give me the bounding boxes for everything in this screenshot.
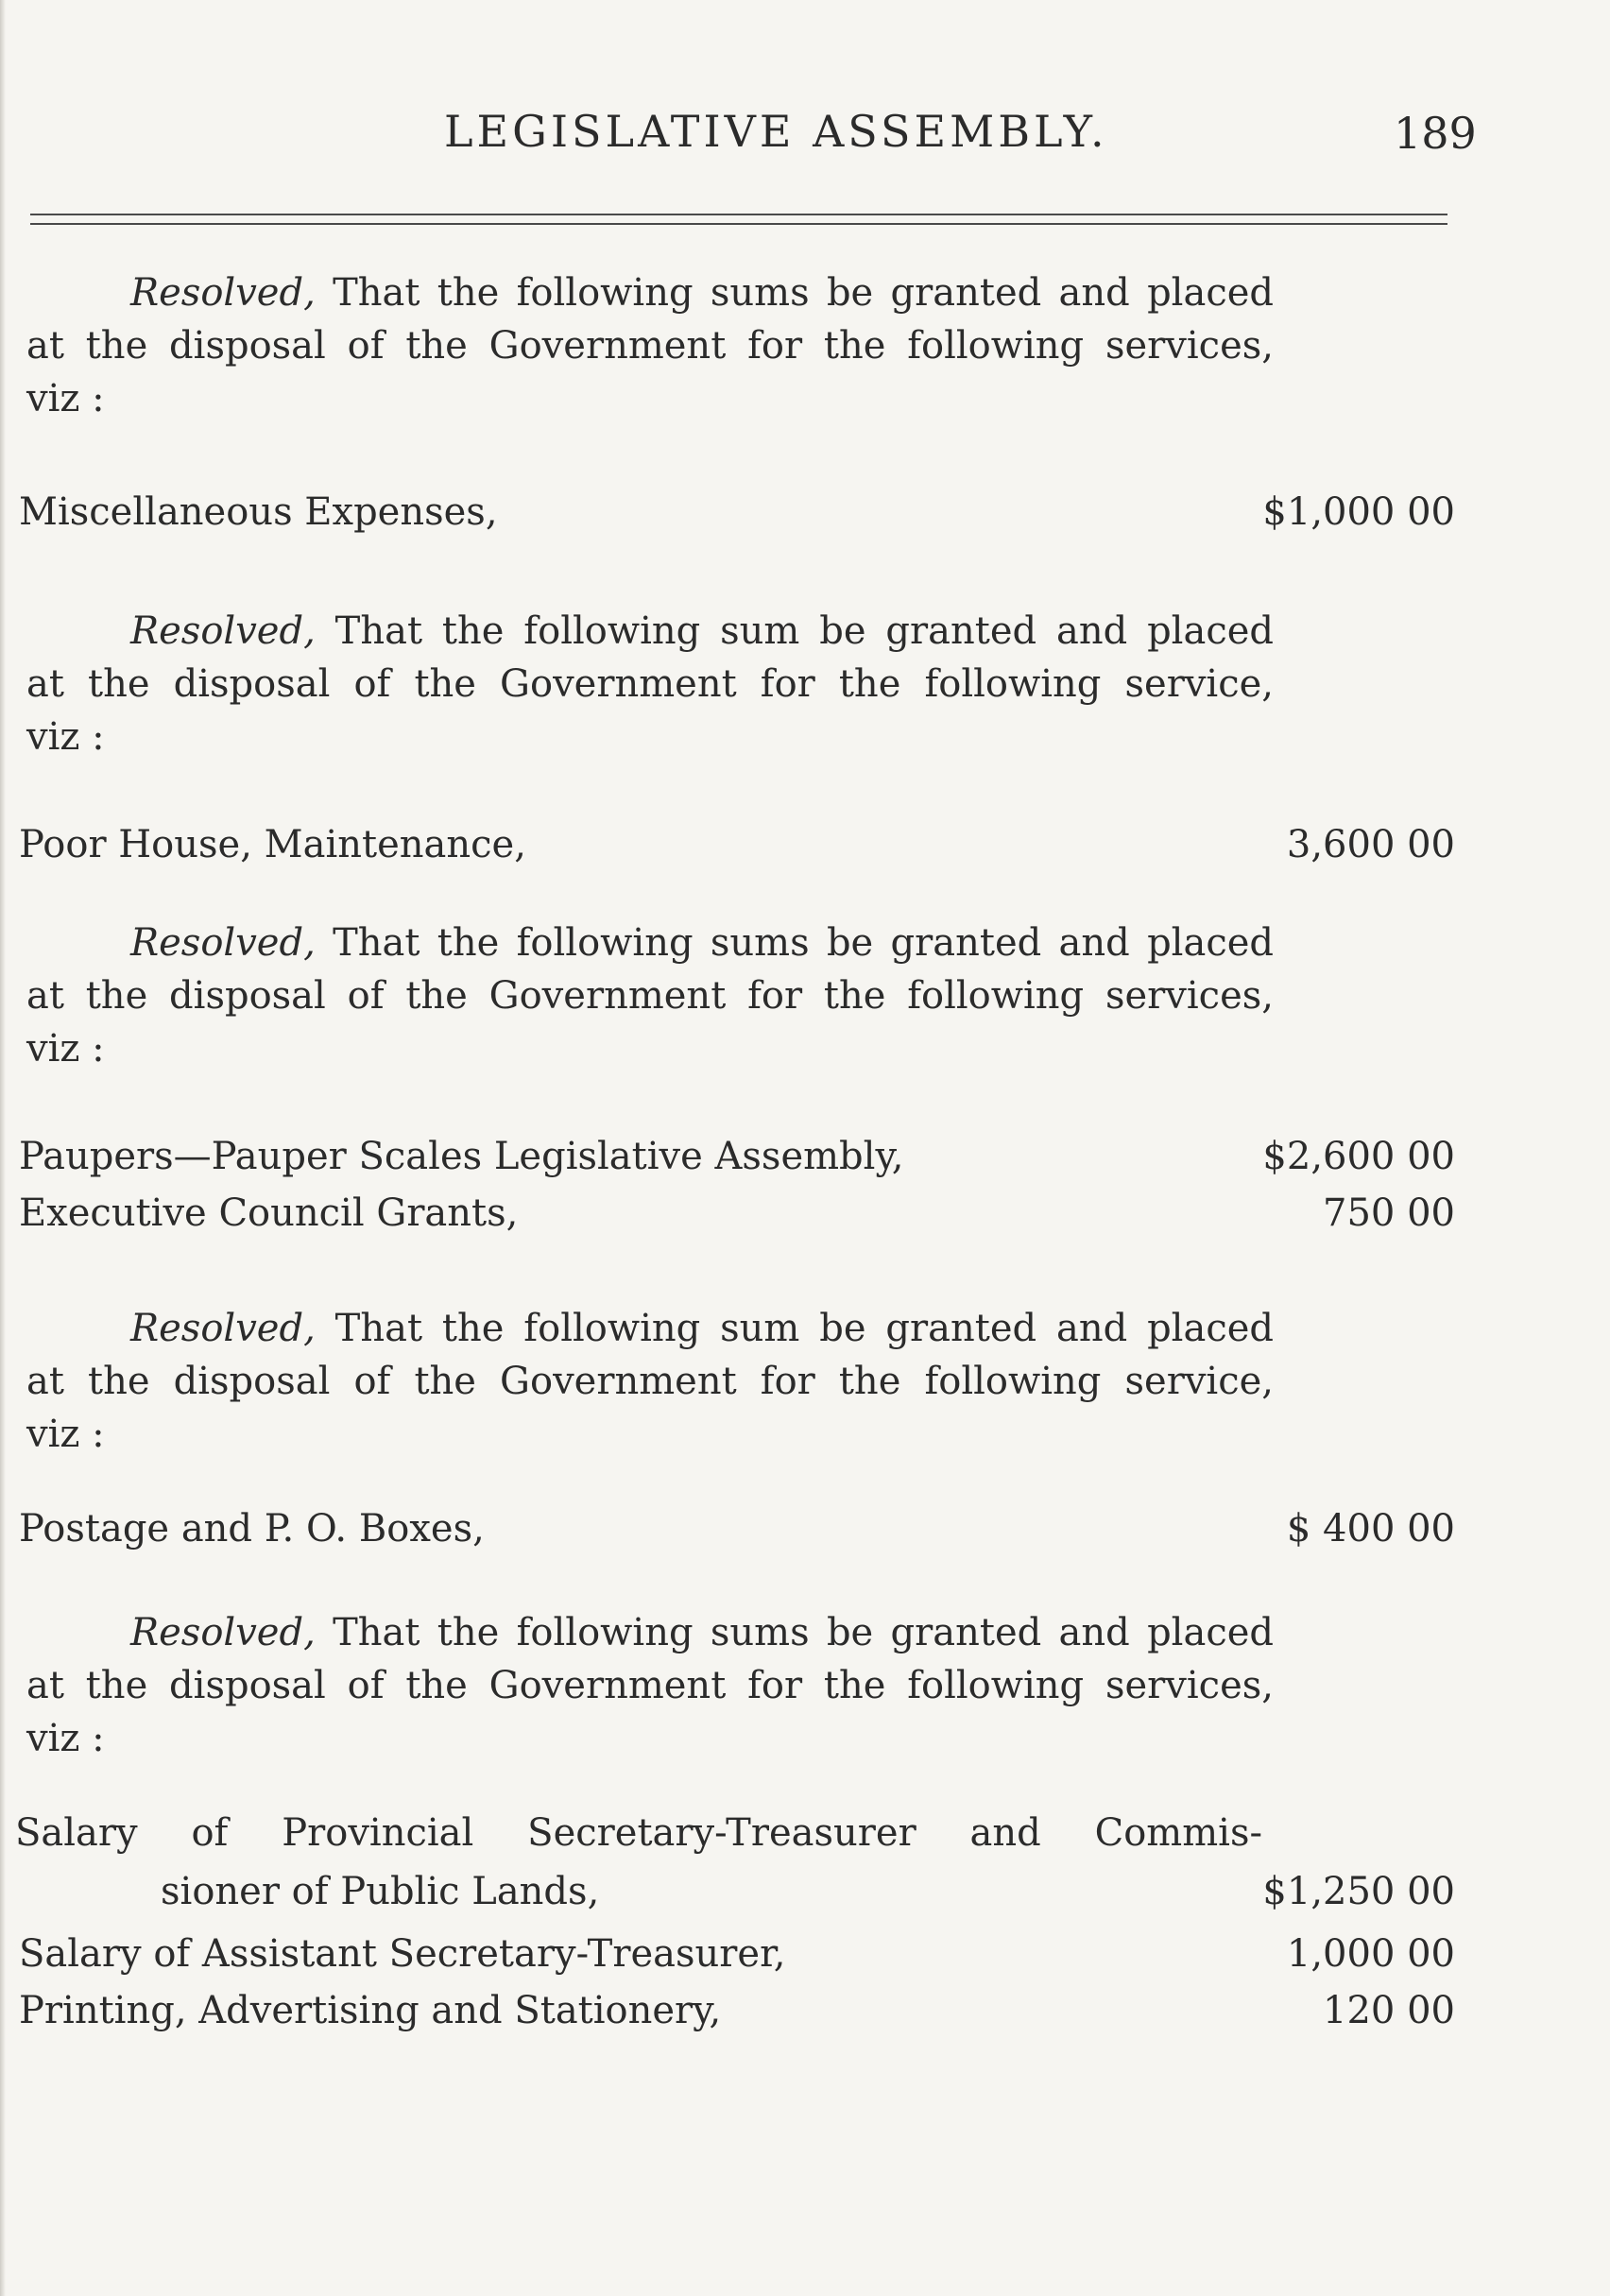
resolved-lead: Resolved, (130, 271, 316, 315)
resolution-text: That the following sums be granted and placed (333, 271, 1274, 315)
item-amount: 750 00 (1323, 1191, 1455, 1235)
resolution-paragraph (26, 917, 1274, 1075)
item-label: Poor House, Maintenance, (19, 823, 526, 866)
resolution-line (26, 605, 1274, 658)
item-label: Postage and P. O. Boxes, (19, 1507, 485, 1551)
item-amount: 1,000 00 (1286, 1932, 1455, 1976)
resolution-paragraph (26, 266, 1274, 425)
resolution-line (26, 266, 1274, 319)
page-edge-shadow (0, 0, 6, 2296)
item-amount: $ 400 00 (1286, 1507, 1455, 1551)
header-rule-secondary (30, 223, 1447, 225)
item-amount: $1,250 00 (1262, 1870, 1455, 1913)
resolution-paragraph (26, 1302, 1274, 1461)
item-label: Printing, Advertising and Stationery, (19, 1989, 722, 2032)
resolution-line: viz : (26, 377, 105, 420)
resolution-line: at the disposal of the Government for the following services, (26, 1664, 1274, 1707)
appropriation-item (19, 1863, 1455, 1920)
resolution-line: viz : (26, 715, 105, 759)
resolution-line: viz : (26, 1027, 105, 1071)
resolved-lead: Resolved, (130, 1307, 316, 1350)
item-amount: 3,600 00 (1286, 823, 1455, 866)
appropriation-item (19, 1128, 1455, 1185)
resolution-line (26, 1302, 1274, 1355)
resolution-line: at the disposal of the Government for the following services, (26, 324, 1274, 368)
resolution-line: at the disposal of the Government for the following services, (26, 974, 1274, 1018)
appropriation-item-continued-label: Salary of Provincial Secretary-Treasurer and Commis- (15, 1811, 1262, 1855)
item-label: Salary of Assistant Secretary-Treasurer, (19, 1932, 786, 1976)
resolution-text: That the following sum be granted and placed (334, 609, 1274, 653)
item-amount: $1,000 00 (1262, 490, 1455, 534)
resolution-line: at the disposal of the Government for the following service, (26, 1360, 1274, 1403)
page-number: 189 (1394, 108, 1477, 159)
appropriation-item (19, 484, 1455, 540)
resolved-lead: Resolved, (130, 921, 316, 965)
page-header-title: LEGISLATIVE ASSEMBLY. (444, 106, 1108, 157)
appropriation-item (19, 1982, 1455, 2039)
resolution-text: That the following sums be granted and placed (333, 921, 1274, 965)
resolution-line (26, 917, 1274, 969)
resolved-lead: Resolved, (130, 1611, 316, 1654)
resolution-line: viz : (26, 1413, 105, 1456)
resolution-text: That the following sums be granted and placed (333, 1611, 1274, 1654)
appropriation-item (19, 1185, 1455, 1242)
header-rule (30, 214, 1447, 215)
item-amount: $2,600 00 (1262, 1135, 1455, 1178)
resolution-line (26, 1606, 1274, 1659)
resolution-text: That the following sum be granted and placed (334, 1307, 1274, 1350)
resolution-line: at the disposal of the Government for the following service, (26, 662, 1274, 706)
appropriation-item (19, 1926, 1455, 1982)
item-label: Miscellaneous Expenses, (19, 490, 498, 534)
resolution-line: viz : (26, 1717, 105, 1760)
item-label: Executive Council Grants, (19, 1191, 519, 1235)
resolution-paragraph (26, 605, 1274, 763)
item-label: Paupers—Pauper Scales Legislative Assembly, (19, 1135, 904, 1178)
resolved-lead: Resolved, (130, 609, 316, 653)
item-amount: 120 00 (1323, 1989, 1455, 2032)
item-label: sioner of Public Lands, (161, 1870, 600, 1913)
appropriation-item (19, 816, 1455, 873)
resolution-paragraph (26, 1606, 1274, 1765)
appropriation-item (19, 1500, 1455, 1557)
